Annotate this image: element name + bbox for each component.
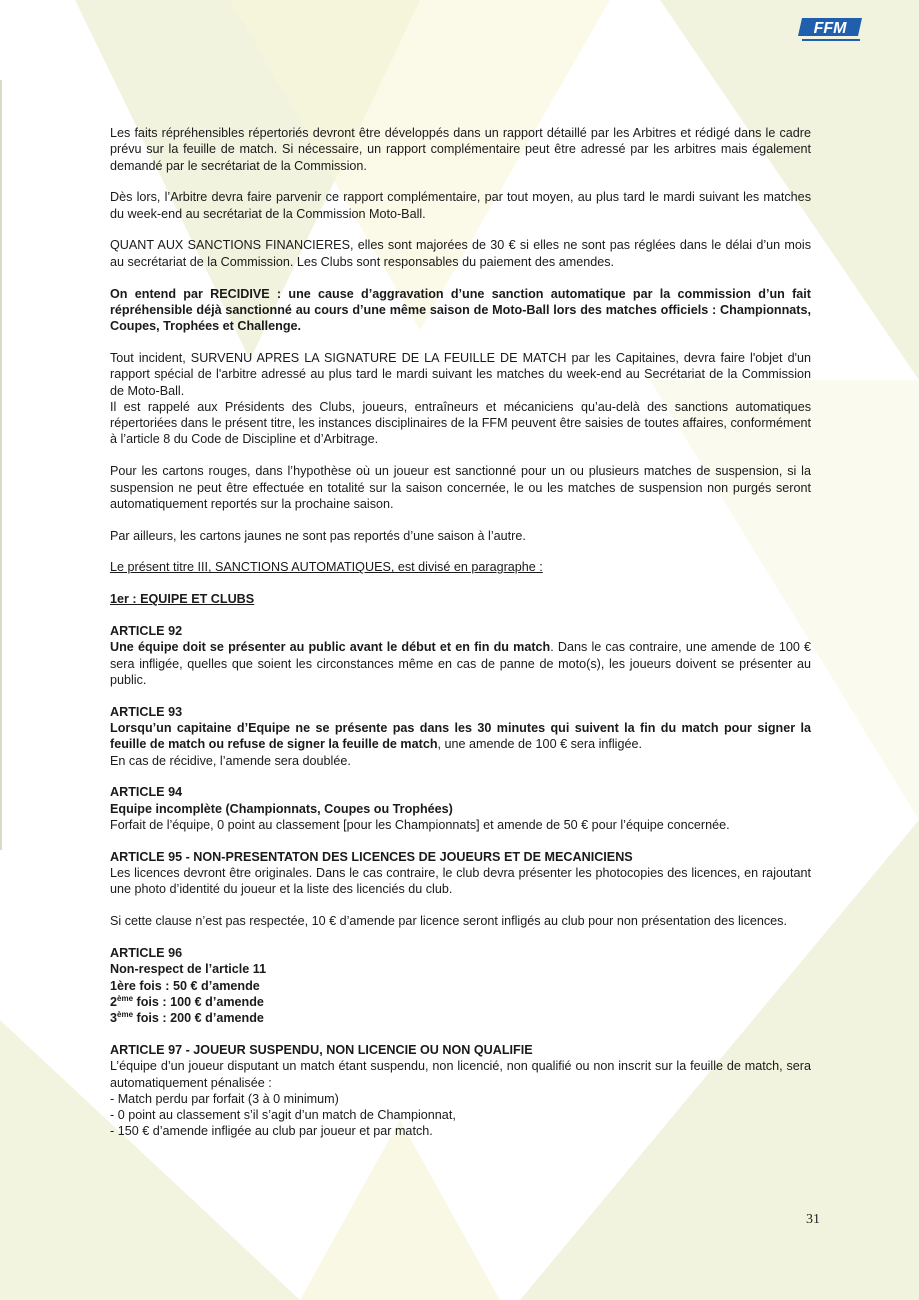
article-title: ARTICLE 96	[110, 945, 183, 960]
list-item: - 0 point au classement s’il s’agit d’un match de Championnat,	[110, 1108, 456, 1123]
article-92	[110, 623, 811, 688]
article-title: ARTICLE 93	[110, 704, 183, 719]
article-plain-text: . Dans le cas contraire, une amende de 100 € sera infligée, quelles que soient les circonstances même en cas de panne de moto(s), les joueurs doivent se présenter au public.	[110, 640, 811, 687]
logo-underline	[802, 39, 860, 41]
fine-num: 3	[110, 1011, 118, 1026]
paragraph: Dès lors, l’Arbitre devra faire parvenir ce rapport complémentaire, par tout moyen, au plus tard le mardi suivant les matches du week-end au secrétariat de la Commission Moto-Ball.	[110, 190, 811, 221]
article-text: Si cette clause n’est pas respectée, 10 € d’amende par licence seront infligés au club pour non présentation des licences.	[110, 914, 787, 929]
paragraph: Le présent titre III, SANCTIONS AUTOMATIQUES, est divisé en paragraphe :	[110, 560, 543, 575]
article-text	[110, 720, 811, 753]
paragraph: Tout incident, SURVENU APRES LA SIGNATURE DE LA FEUILLE DE MATCH par les Capitaines, devra faire l'objet d'un rapport spécial de l'arbitre adressé au plus tard le mardi suivant les matches du week-end au Secrétariat de la Commission de Moto-Ball.	[110, 350, 811, 398]
article-subtitle: Equipe incomplète (Championnats, Coupes ou Trophées)	[110, 801, 453, 816]
list-item: - 150 € d’amende infligée au club par joueur et par match.	[110, 1124, 433, 1139]
article-plain-text: , une amende de 100 € sera infligée.	[437, 737, 642, 752]
paragraph: Les faits répréhensibles répertoriés devront être développés dans un rapport détaillé par les Arbitres et rédigé dans le cadre prévu sur la feuille de match. Si nécessaire, un rapport complémentaire peut être adressé par les arbitres mais également demandé par le secrétariat de la Commission.	[110, 126, 811, 173]
recidive-definition: On entend par RECIDIVE : une cause d’aggravation d’une sanction automatique par la commission d’un fait répréhensible déjà sanctionné au cours d’une même saison de Moto-Ball lors des matches officiels : Championnats, Coupes, Trophées et Challenge.	[110, 286, 811, 334]
list-item: - Match perdu par forfait (3 à 0 minimum)	[110, 1091, 339, 1106]
section-heading: 1er : EQUIPE ET CLUBS	[110, 592, 255, 607]
page-number: 31	[806, 1212, 820, 1227]
left-border-line	[0, 80, 2, 850]
fine-line-1: 1ère fois : 50 € d’amende	[110, 978, 260, 993]
article-text: Forfait de l’équipe, 0 point au classement [pour les Championnats] et amende de 50 € pour l’équipe concernée.	[110, 818, 730, 832]
article-bold-text: Une équipe doit se présenter au public avant le début et en fin du match	[110, 640, 551, 655]
article-text	[110, 639, 811, 688]
article-bold-text: Lorsqu’un capitaine d’Equipe ne se présente pas dans les 30 minutes qui suivent la fin du match pour signer la feuille de match ou refuse de signer la feuille de match	[110, 721, 811, 752]
article-title: ARTICLE 97 - JOUEUR SUSPENDU, NON LICENCIE OU NON QUALIFIE	[110, 1042, 533, 1057]
fine-rest: fois : 200 € d’amende	[133, 1011, 264, 1026]
paragraph: QUANT AUX SANCTIONS FINANCIERES, elles sont majorées de 30 € si elles ne sont pas réglées dans le délai d’un mois au secrétariat de la Commission. Les Clubs sont responsables du paiement des amendes.	[110, 238, 811, 269]
fine-line-3	[110, 1010, 811, 1026]
article-text: Les licences devront être originales. Dans le cas contraire, le club devra présenter les photocopies des licences, en rajoutant une photo d’identité du joueur et la liste des licenciés du club.	[110, 866, 811, 897]
triangle-shape	[300, 1120, 500, 1300]
paragraph: Pour les cartons rouges, dans l’hypothèse où un joueur est sanctionné pour un ou plusieurs matches de suspension, si la suspension ne peut être effectuée en totalité sur la saison concernée, le ou les matches de suspension non purgés seront automatiquement reportés sur la prochaine saison.	[110, 464, 811, 511]
article-title: ARTICLE 94	[110, 785, 183, 800]
document-body	[110, 125, 811, 1140]
article-97	[110, 1042, 811, 1140]
paragraph: Il est rappelé aux Présidents des Clubs, joueurs, entraîneurs et mécaniciens qu’au-delà des sanctions automatiques répertoriées dans le présent titre, les instances disciplinaires de la FFM peuvent être saisies de toutes affaires, conformément à l’article 8 du Code de Discipline et d’Arbitrage.	[110, 399, 811, 447]
fine-num: 2	[110, 994, 118, 1009]
article-94	[110, 784, 811, 833]
article-title: ARTICLE 95 - NON-PRESENTATON DES LICENCES DE JOUEURS ET DE MECANICIENS	[110, 849, 633, 864]
fine-sup: ème	[117, 1009, 134, 1019]
article-93	[110, 704, 811, 769]
article-95	[110, 849, 811, 930]
article-96	[110, 945, 811, 1026]
article-subtitle: Non-respect de l’article 11	[110, 962, 267, 977]
fine-sup: ème	[117, 993, 134, 1003]
article-text: L’équipe d’un joueur disputant un match étant suspendu, non licencié, non qualifié ou non inscrit sur la feuille de match, sera automatiquement pénalisée :	[110, 1059, 811, 1090]
paragraph: Par ailleurs, les cartons jaunes ne sont pas reportés d’une saison à l’autre.	[110, 528, 526, 543]
logo-text: FFM	[813, 20, 847, 37]
fine-rest: fois : 100 € d’amende	[133, 994, 264, 1009]
fine-line-2	[110, 994, 811, 1010]
article-text: En cas de récidive, l’amende sera doublée.	[110, 753, 351, 768]
ffm-logo	[798, 14, 866, 44]
article-title: ARTICLE 92	[110, 624, 183, 639]
